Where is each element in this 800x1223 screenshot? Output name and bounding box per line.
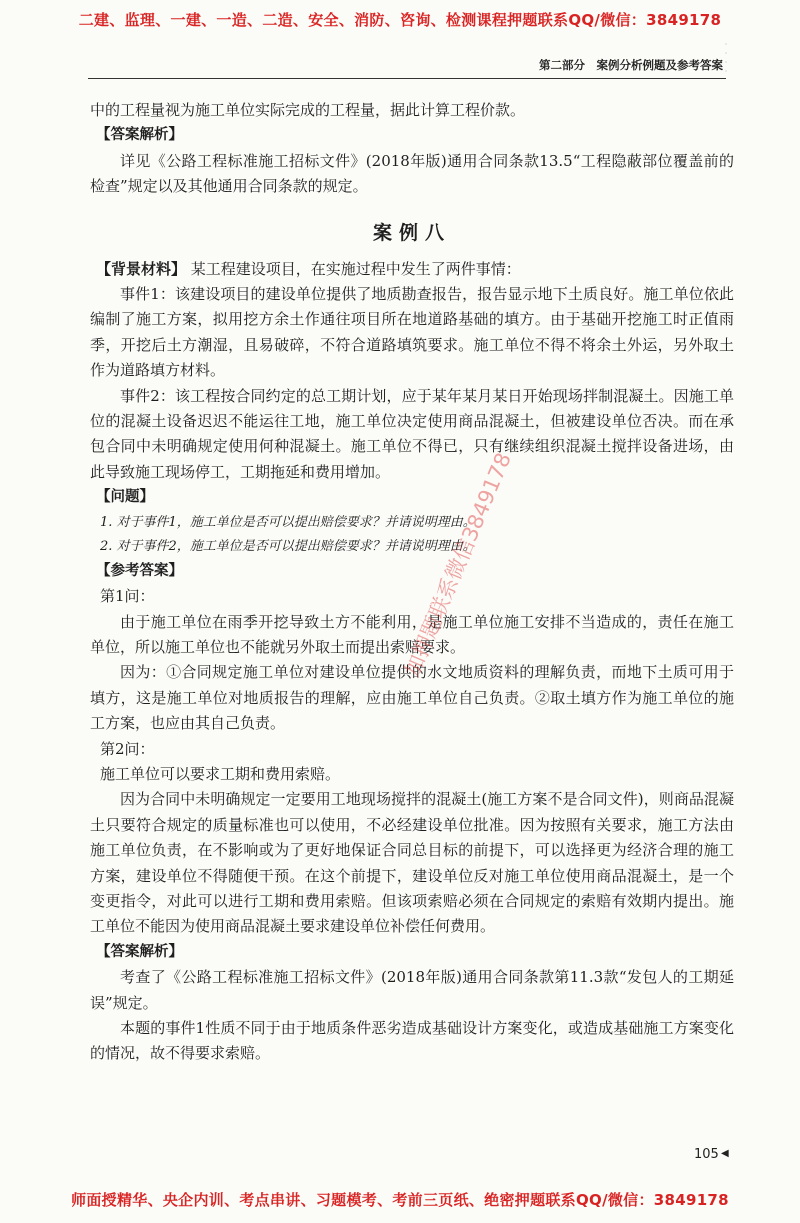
answer-2-paragraph-1: 施工单位可以要求工期和费用索赔。 [100,764,341,783]
page-number: 105 [694,1147,719,1162]
answer-1-paragraph-1: 由于施工单位在雨季开挖导致土方不能利用，是施工单位施工安排不当造成的，责任在施工单位，所以施工单位也不能就另外取土而提出索赔要求。 [90,612,734,656]
event-1-paragraph: 事件1：该建设项目的建设单位提供了地质勘查报告，报告显示地下土质良好。施工单位依此编制了施工方案，拟用挖方余土作通往项目所在地道路基础的填方。由于基础开挖施工时正值雨季，开挖后土方潮湿，且易破碎，不符合道路填筑要求。施工单位不得不将余土外运，另外取土作为道路填方材料。 [90,285,734,380]
prev-analysis-text: 详见《公路工程标准施工招标文件》(2018年版)通用合同条款13.5“工程隐蔽部位覆盖前的检查”规定以及其他通用合同条款的规定。 [90,151,734,196]
answer-1-label: 第1问： [100,587,155,606]
background-intro-text: 某工程建设项目，在实施过程中发生了两件事情： [190,259,521,278]
reference-answer-tag: 【参考答案】 [96,562,183,579]
answer-analysis-paragraph-1: 考查了《公路工程标准施工招标文件》(2018年版)通用合同条款第11.3款“发包人的工期延误”规定。 [90,968,734,1012]
answer-2-label: 第2问： [100,739,155,758]
answer-analysis-tag: 【答案解析】 [96,943,183,960]
header-rule [88,78,726,79]
event-2-paragraph: 事件2：该工程按合同约定的总工期计划，应于某年某月某日开始现场拌制混凝土。因施工单位的混凝土设备迟迟不能运往工地，施工单位决定使用商品混凝土，但被建设单位否决。而在承包合同中未明确规定使用何种混凝土。施工单位不得已，只有继续组织混凝土搅拌设备进场，由此导致施工现场停工，工期拖延和费用增加。 [90,386,734,481]
prev-analysis-tag: 【答案解析】 [96,127,183,144]
header-ornament: · · · · [724,40,728,76]
answer-2-paragraph-2: 因为合同中未明确规定一定要用工地现场搅拌的混凝土(施工方案不是合同文件)，则商品混凝土只要符合规定的质量标准也可以使用，不必经建设单位批准。因为按照有关要求，施工方法由施工单位负责，在不影响或为了更好地保证合同总目标的前提下，可以选择更为经济合理的施工方案，建设单位不得随便干预。在这个前提下，建设单位反对施工单位使用商品混凝土，是一个变更指令，对此可以进行工期和费用索赔。但该项索赔必须在合同规定的索赔有效期内提出。施工单位不能因为使用商品混凝土要求建设单位补偿任何费用。 [90,790,734,936]
questions-tag: 【问题】 [96,489,154,506]
watermark: 加押题联系微信3849178 [399,449,516,681]
question-2: 2. 对于事件2，施工单位是否可以提出赔偿要求？并请说明理由。 [100,538,476,554]
page-arrow-icon: ◀ [721,1148,729,1159]
promo-banner-bottom: 师面授精华、央企内训、考点串讲、习题模考、考前三页纸、绝密押题联系QQ/微信：3849178 [71,1191,729,1209]
promo-banner-top: 二建、监理、一建、一造、二造、安全、消防、咨询、检测课程押题联系QQ/微信：3849178 [78,11,722,29]
page-body [90,98,734,1067]
background-intro [90,257,734,282]
continued-paragraph: 中的工程量视为施工单位实际完成的工程量，据此计算工程价款。 [90,101,526,119]
question-1: 1. 对于事件1，施工单位是否可以提出赔偿要求？并请说明理由。 [100,514,476,530]
case-title: 案例八 [372,221,451,244]
running-header: 第二部分 案例分析例题及参考答案 [539,58,723,72]
answer-analysis-paragraph-2: 本题的事件1性质不同于由于地质条件恶劣造成基础设计方案变化，或造成基础施工方案变化的情况，故不得要求索赔。 [90,1019,734,1063]
answer-1-paragraph-2: 因为：①合同规定施工单位对建设单位提供的水文地质资料的理解负责，而地下土质可用于填方，这是施工单位对地质报告的理解，应由施工单位自己负责。②取土填方作为施工单位的施工方案，也应由其自己负责。 [90,663,734,733]
background-tag: 【背景材料】 [96,259,187,278]
